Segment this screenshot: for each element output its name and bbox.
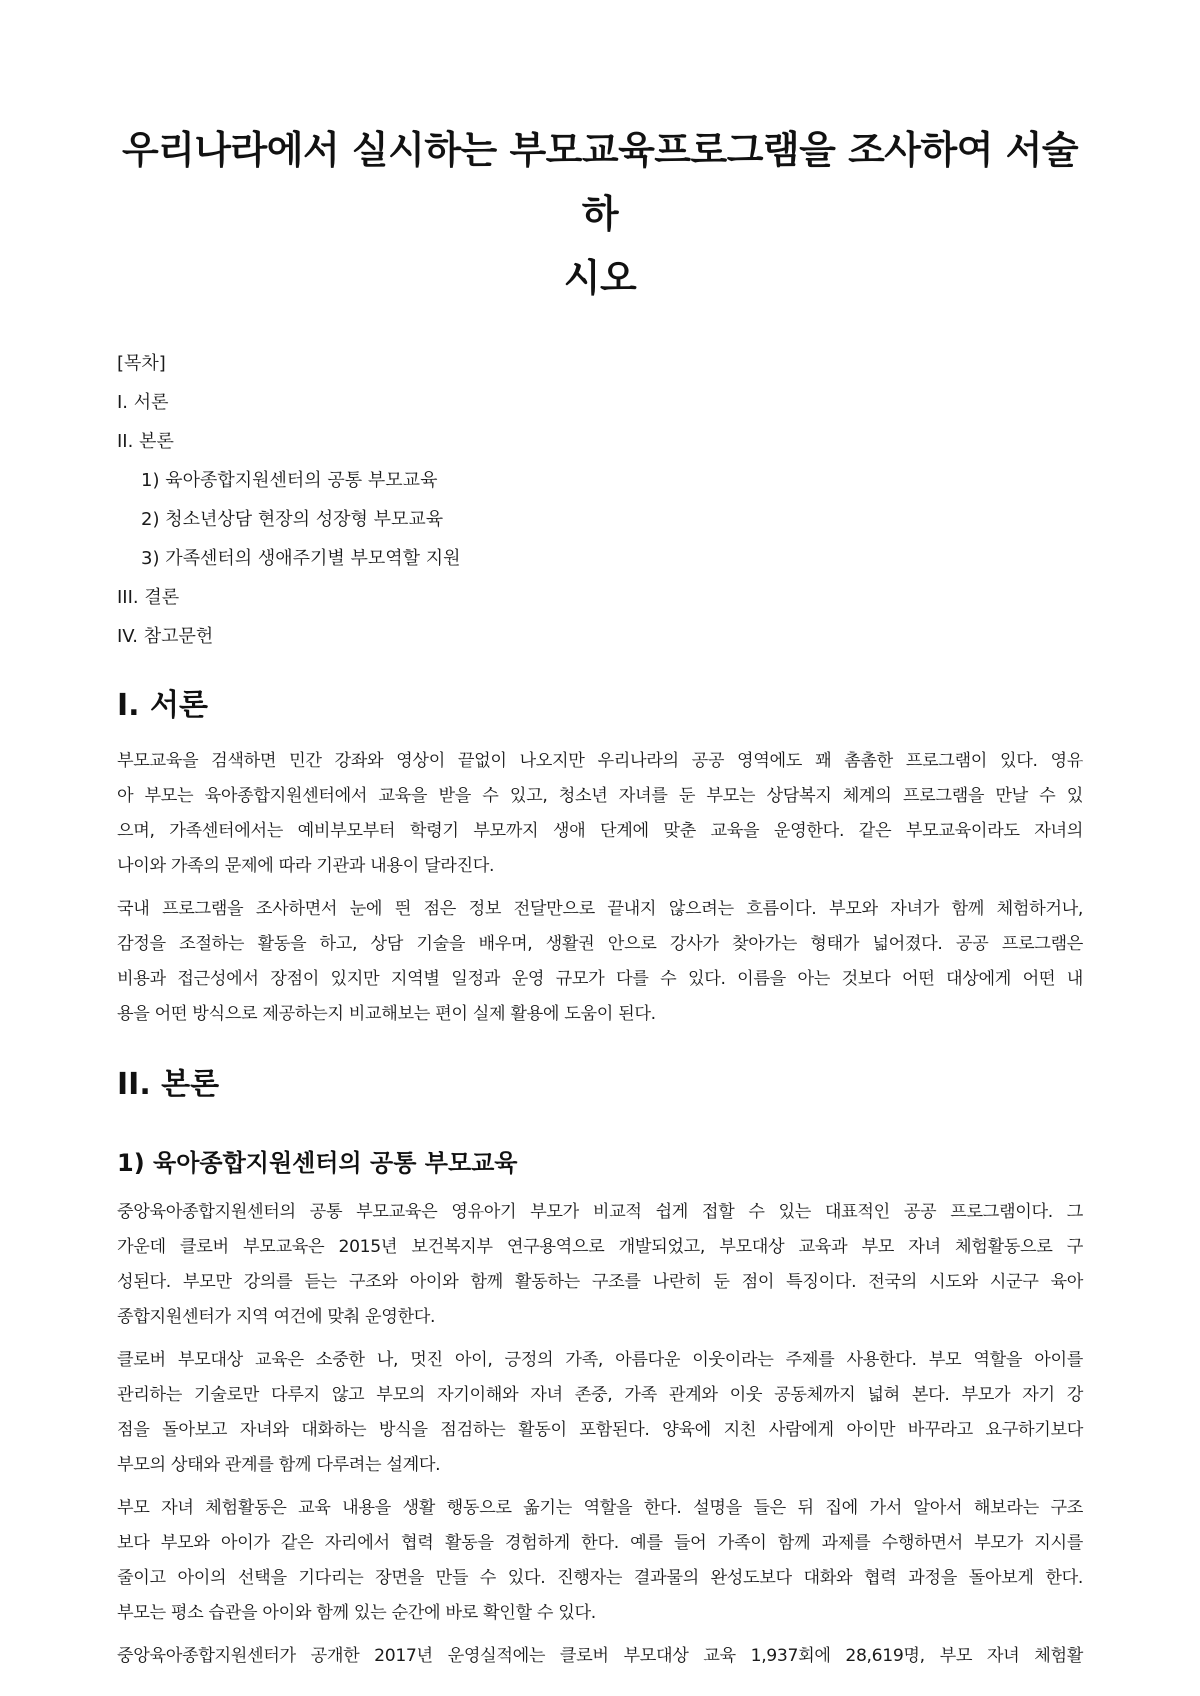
text-line: 부모는 평소 습관을 아이와 함께 있는 순간에 바로 확인할 수 있다.	[117, 1603, 596, 1623]
body-heading: II. 본론	[117, 1067, 220, 1102]
text-line: 비용과 접근성에서 장점이 있지만 지역별 일정과 운영 규모가 다를 수 있다. 이름을 아는 것보다 어떤 대상에게 어떤 내	[117, 969, 1083, 989]
intro-paragraph-2	[117, 892, 1083, 1032]
document-title	[117, 0, 1083, 310]
section-1-paragraph-1	[117, 1195, 1083, 1335]
text-line: 관리하는 기술로만 다루지 않고 부모의 자기이해와 자녀 존중, 가족 관계와 이웃 공동체까지 넓혀 본다. 부모가 자기 강	[117, 1385, 1083, 1405]
document-title-line: 시오	[563, 256, 637, 300]
toc-heading: [목차]	[117, 353, 166, 374]
toc-item-section-3: 3) 가족센터의 생애주기별 부모역할 지원	[141, 548, 461, 569]
text-line: 감정을 조절하는 활동을 하고, 상담 기술을 배우며, 생활권 안으로 강사가 찾아가는 형태가 넓어졌다. 공공 프로그램은	[117, 934, 1083, 954]
text-line: 중앙육아종합지원센터의 공통 부모교육은 영유아기 부모가 비교적 쉽게 접할 수 있는 대표적인 공공 프로그램이다. 그	[117, 1202, 1083, 1222]
toc-item-body: II. 본론	[117, 431, 174, 452]
text-line: 점을 돌아보고 자녀와 대화하는 방식을 점검하는 활동이 포함된다. 양육에 지친 사람에게 아이만 바꾸라고 요구하기보다	[117, 1420, 1083, 1440]
toc-item-section-2: 2) 청소년상담 현장의 성장형 부모교육	[141, 509, 444, 530]
text-line: 가운데 클로버 부모교육은 2015년 보건복지부 연구용역으로 개발되었고, 부모대상 교육과 부모 자녀 체험활동으로 구	[117, 1237, 1083, 1257]
intro-heading: I. 서론	[117, 688, 208, 723]
text-line: 아 부모는 육아종합지원센터에서 교육을 받을 수 있고, 청소년 자녀를 둔 부모는 상담복지 체계의 프로그램을 만날 수 있	[117, 786, 1083, 806]
toc-item-section-1: 1) 육아종합지원센터의 공통 부모교육	[141, 470, 438, 491]
text-line: 중앙육아종합지원센터가 공개한 2017년 운영실적에는 클로버 부모대상 교육 1,937회에 28,619명, 부모 자녀 체험활	[117, 1646, 1083, 1666]
document-title-line: 우리나라에서 실시하는 부모교육프로그램을 조사하여 서술하	[121, 128, 1079, 236]
text-line: 보다 부모와 아이가 같은 자리에서 협력 활동을 경험하게 한다. 예를 들어 가족이 함께 과제를 수행하면서 부모가 지시를	[117, 1533, 1083, 1553]
text-line: 국내 프로그램을 조사하면서 눈에 띈 점은 정보 전달만으로 끝내지 않으려는 흐름이다. 부모와 자녀가 함께 체험하거나,	[117, 899, 1083, 919]
toc-item-intro: I. 서론	[117, 392, 169, 413]
text-line: 용을 어떤 방식으로 제공하는지 비교해보는 편이 실제 활용에 도움이 된다.	[117, 1004, 656, 1024]
section-1-paragraph-3	[117, 1491, 1083, 1631]
text-line: 부모 자녀 체험활동은 교육 내용을 생활 행동으로 옮기는 역할을 한다. 설명을 들은 뒤 집에 가서 알아서 해보라는 구조	[117, 1498, 1083, 1518]
section-1-heading: 1) 육아종합지원센터의 공통 부모교육	[117, 1149, 518, 1177]
text-line: 성된다. 부모만 강의를 듣는 구조와 아이와 함께 활동하는 구조를 나란히 둔 점이 특징이다. 전국의 시도와 시군구 육아	[117, 1272, 1083, 1292]
intro-paragraph-1	[117, 744, 1083, 884]
section-1-paragraph-4	[117, 1639, 1083, 1674]
text-line: 종합지원센터가 지역 여건에 맞춰 운영한다.	[117, 1307, 436, 1327]
text-line: 클로버 부모대상 교육은 소중한 나, 멋진 아이, 긍정의 가족, 아름다운 이웃이라는 주제를 사용한다. 부모 역할을 아이를	[117, 1350, 1083, 1370]
text-line: 으며, 가족센터에서는 예비부모부터 학령기 부모까지 생애 단계에 맞춘 교육을 운영한다. 같은 부모교육이라도 자녀의	[117, 821, 1083, 841]
section-1-paragraph-2	[117, 1343, 1083, 1483]
table-of-contents	[117, 344, 1083, 656]
toc-item-references: IV. 참고문헌	[117, 626, 214, 647]
text-line: 나이와 가족의 문제에 따라 기관과 내용이 달라진다.	[117, 856, 495, 876]
text-line: 줄이고 아이의 선택을 기다리는 장면을 만들 수 있다. 진행자는 결과물의 완성도보다 대화와 협력 과정을 돌아보게 한다.	[117, 1568, 1083, 1588]
text-line: 부모교육을 검색하면 민간 강좌와 영상이 끝없이 나오지만 우리나라의 공공 영역에도 꽤 촘촘한 프로그램이 있다. 영유	[117, 751, 1083, 771]
text-line: 부모의 상태와 관계를 함께 다루려는 설계다.	[117, 1455, 441, 1475]
toc-item-conclusion: III. 결론	[117, 587, 180, 608]
